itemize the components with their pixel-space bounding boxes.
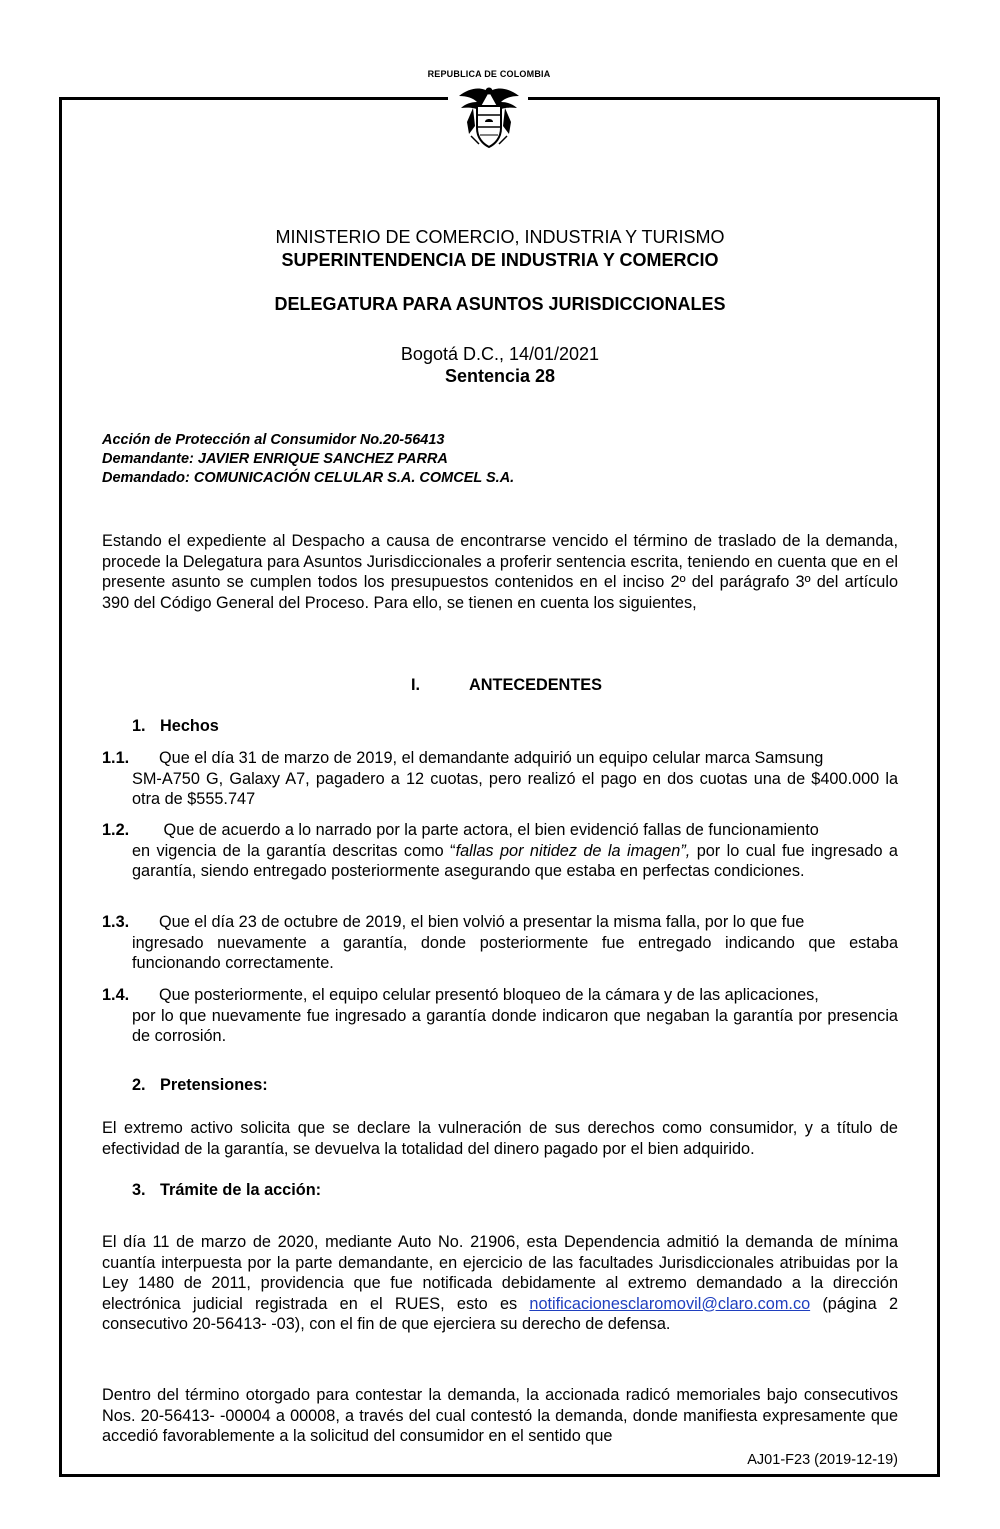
- claims-paragraph: El extremo activo solicita que se declare la vulneración de sus derechos como consumidor, y a título de efectividad de la garantía, se devuelva la totalidad del dinero pagado por el bien adquirido.: [102, 1119, 898, 1158]
- procedure-paragraph: El día 11 de marzo de 2020, mediante Auto No. 21906, esta Dependencia admitió la demanda de mínima cuantía interpuesta por la parte demandante, en ejercicio de las facultades Jurisdiccionales atribuidas por la Ley 1480 de 2011, providencia que fue notificada debidamente al extremo demandado a la dirección electrónica judicial registrada en el RUES, esto es notificacionesclaromovil@claro.com.co (página 2 consecutivo 20-56413- -03), con el fin de que ejerciera su derecho de defensa.: [102, 1233, 898, 1333]
- procedure-heading: 3. Trámite de la acción:: [132, 1181, 322, 1199]
- coat-of-arms-icon: [455, 82, 523, 152]
- place-date: Bogotá D.C., 14/01/2021: [400, 344, 600, 364]
- fact-item: 1.3. Que el día 23 de octubre de 2019, el bien volvió a presentar la misma falla, por lo que fue ingresado nuevamente a garantía, donde posteriormente fue entregado indicando que estaba funcionando correctamente.: [102, 913, 898, 972]
- fact-item: 1.2. Que de acuerdo a lo narrado por la parte actora, el bien evidenció fallas de funcionamiento en vigencia de la garantía descritas como “fallas por nitidez de la imagen”, por lo cual fue ingresado a garantía, siendo entregado posteriormente asegurando que estaba en perfectas condiciones.: [102, 821, 898, 880]
- section-number: I.: [411, 676, 421, 694]
- case-info: [102, 431, 514, 488]
- superintendence-title: SUPERINTENDENCIA DE INDUSTRIA Y COMERCIO: [281, 250, 719, 270]
- response-paragraph: Dentro del término otorgado para contestar la demanda, la accionada radicó memoriales bajo consecutivos Nos. 20-56413- -00004 a 00008, a través del cual contestó la demanda, donde manifiesta expresamente que accedió favorablemente a la solicitud del consumidor en el sentido que: [102, 1386, 898, 1445]
- fact-item: 1.1. Que el día 31 de marzo de 2019, el demandante adquirió un equipo celular marca Samsung SM-A750 G, Galaxy A7, pagadero a 12 cuotas, pero realizó el pago en dos cuotas una de $400.000 la otra de $555.747: [102, 749, 898, 808]
- claims-heading: 2. Pretensiones:: [132, 1076, 268, 1094]
- sentence-number: Sentencia 28: [444, 366, 556, 386]
- case-action: Acción de Protección al Consumidor No.20-56413: [102, 432, 445, 448]
- ministry-title: MINISTERIO DE COMERCIO, INDUSTRIA Y TURISMO: [275, 227, 725, 247]
- intro-paragraph: Estando el expediente al Despacho a causa de encontrarse vencido el término de traslado de la demanda, procede la Delegatura para Asuntos Jurisdiccionales a proferir sentencia escrita, teniendo en cuenta que en el presente asunto se cumplen todos los presupuestos contenidos en el inciso 2º del parágrafo 3º del artículo 390 del Código General del Proceso. Para ello, se tienen en cuenta los siguientes,: [102, 532, 898, 612]
- facts-heading: 1. Hechos: [132, 717, 219, 735]
- section-heading: [411, 676, 602, 695]
- republic-label: REPUBLICA DE COLOMBIA: [427, 69, 551, 79]
- case-defendant: Demandado: COMUNICACIÓN CELULAR S.A. COMCEL S.A.: [102, 470, 515, 486]
- fact-item: 1.4. Que posteriormente, el equipo celular presentó bloqueo de la cámara y de las aplicaciones, por lo que nuevamente fue ingresado a garantía donde indicaron que negaban la garantía por presencia de corrosión.: [102, 986, 898, 1045]
- notification-email-link[interactable]: notificacionesclaromovil@claro.com.co: [529, 1294, 811, 1313]
- delegation-title: DELEGATURA PARA ASUNTOS JURISDICCIONALES: [274, 294, 726, 314]
- form-code: AJ01-F23 (2019-12-19): [747, 1452, 898, 1468]
- section-title: ANTECEDENTES: [469, 676, 602, 694]
- case-plaintiff: Demandante: JAVIER ENRIQUE SANCHEZ PARRA: [102, 451, 448, 467]
